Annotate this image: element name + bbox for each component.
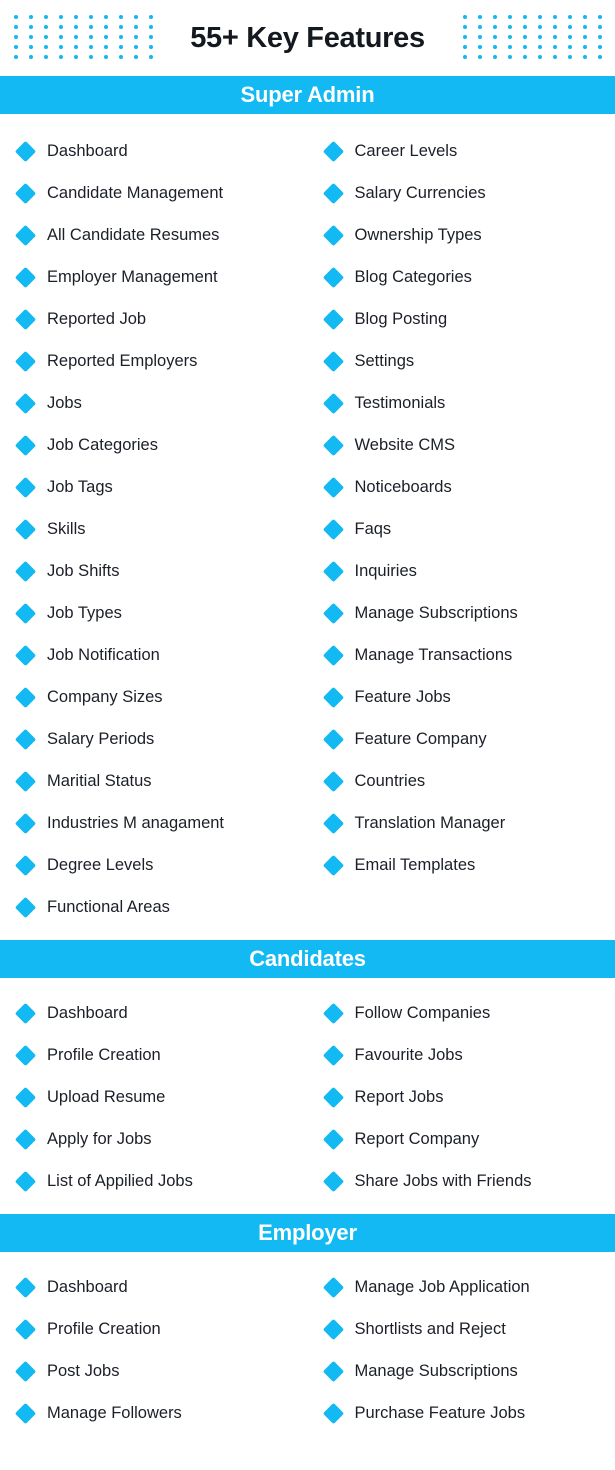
section-title: Employer xyxy=(258,1220,357,1245)
diamond-bullet-icon xyxy=(15,1360,36,1381)
list-item[interactable] xyxy=(326,298,615,340)
feature-label: Manage Followers xyxy=(47,1403,182,1422)
feature-column-right xyxy=(308,992,615,1202)
diamond-bullet-icon xyxy=(15,266,36,287)
list-item[interactable] xyxy=(18,508,308,550)
page-header xyxy=(0,0,615,76)
diamond-bullet-icon xyxy=(322,140,343,161)
diamond-bullet-icon xyxy=(322,350,343,371)
feature-label: Reported Job xyxy=(47,309,147,328)
feature-label: Company Sizes xyxy=(47,687,163,706)
list-item[interactable] xyxy=(18,802,308,844)
feature-label: Upload Resume xyxy=(47,1087,166,1106)
diamond-bullet-icon xyxy=(15,476,36,497)
feature-label: Settings xyxy=(354,351,415,370)
list-item[interactable] xyxy=(326,1392,615,1434)
diamond-bullet-icon xyxy=(15,1170,36,1191)
list-item[interactable] xyxy=(326,550,615,592)
feature-label: Blog Categories xyxy=(354,267,472,286)
list-item[interactable] xyxy=(18,424,308,466)
diamond-bullet-icon xyxy=(322,728,343,749)
list-item[interactable] xyxy=(18,1308,308,1350)
feature-label: Manage Job Application xyxy=(354,1277,530,1296)
list-item[interactable] xyxy=(18,844,308,886)
feature-list-candidates xyxy=(0,978,615,1214)
list-item[interactable] xyxy=(326,802,615,844)
feature-label: Feature Company xyxy=(354,729,487,748)
list-item[interactable] xyxy=(326,340,615,382)
feature-column-left xyxy=(0,992,308,1202)
feature-label: Shortlists and Reject xyxy=(354,1319,506,1338)
list-item[interactable] xyxy=(18,256,308,298)
list-item[interactable] xyxy=(326,1350,615,1392)
feature-label: Email Templates xyxy=(354,855,476,874)
list-item[interactable] xyxy=(18,592,308,634)
diamond-bullet-icon xyxy=(15,434,36,455)
feature-label: Purchase Feature Jobs xyxy=(354,1403,526,1422)
feature-label: Profile Creation xyxy=(47,1045,161,1064)
feature-label: All Candidate Resumes xyxy=(47,225,220,244)
feature-label: Reported Employers xyxy=(47,351,198,370)
feature-column-right xyxy=(308,130,615,928)
diamond-bullet-icon xyxy=(322,434,343,455)
diamond-bullet-icon xyxy=(322,1086,343,1107)
diamond-bullet-icon xyxy=(322,392,343,413)
feature-label: Noticeboards xyxy=(354,477,452,496)
list-item[interactable] xyxy=(18,1076,308,1118)
diamond-bullet-icon xyxy=(322,644,343,665)
diamond-bullet-icon xyxy=(322,602,343,623)
list-item[interactable] xyxy=(18,886,308,928)
feature-label: Follow Companies xyxy=(354,1003,491,1022)
list-item[interactable] xyxy=(18,1266,308,1308)
feature-label: Countries xyxy=(354,771,426,790)
diamond-bullet-icon xyxy=(15,350,36,371)
diamond-bullet-icon xyxy=(322,1002,343,1023)
list-item[interactable] xyxy=(18,634,308,676)
list-item[interactable] xyxy=(326,634,615,676)
feature-label: Profile Creation xyxy=(47,1319,161,1338)
feature-label: Industries M anagament xyxy=(47,813,225,832)
feature-label: Job Notification xyxy=(47,645,160,664)
feature-label: Website CMS xyxy=(354,435,456,454)
list-item[interactable] xyxy=(326,676,615,718)
diamond-bullet-icon xyxy=(15,392,36,413)
list-item[interactable] xyxy=(326,172,615,214)
feature-label: Job Tags xyxy=(47,477,113,496)
diamond-bullet-icon xyxy=(15,308,36,329)
diamond-bullet-icon xyxy=(15,560,36,581)
feature-label: Manage Subscriptions xyxy=(354,1361,518,1380)
diamond-bullet-icon xyxy=(322,686,343,707)
diamond-bullet-icon xyxy=(322,770,343,791)
list-item[interactable] xyxy=(18,382,308,424)
list-item[interactable] xyxy=(326,1118,615,1160)
list-item[interactable] xyxy=(18,718,308,760)
diamond-bullet-icon xyxy=(15,644,36,665)
feature-list-employer xyxy=(0,1252,615,1446)
dot-grid-decoration-left xyxy=(8,12,158,62)
feature-label: Functional Areas xyxy=(47,897,170,916)
list-item[interactable] xyxy=(18,550,308,592)
feature-column-right xyxy=(308,1266,615,1434)
list-item[interactable] xyxy=(326,214,615,256)
diamond-bullet-icon xyxy=(15,1402,36,1423)
diamond-bullet-icon xyxy=(15,1044,36,1065)
diamond-bullet-icon xyxy=(322,854,343,875)
diamond-bullet-icon xyxy=(15,182,36,203)
diamond-bullet-icon xyxy=(15,518,36,539)
list-item[interactable] xyxy=(18,340,308,382)
list-item[interactable] xyxy=(18,676,308,718)
list-item[interactable] xyxy=(18,298,308,340)
page-title: 55+ Key Features xyxy=(190,21,425,54)
feature-label: Blog Posting xyxy=(354,309,448,328)
list-item[interactable] xyxy=(326,718,615,760)
list-item[interactable] xyxy=(18,760,308,802)
list-item[interactable] xyxy=(18,214,308,256)
feature-label: Share Jobs with Friends xyxy=(354,1171,532,1190)
feature-label: Salary Currencies xyxy=(354,183,486,202)
list-item[interactable] xyxy=(326,1076,615,1118)
feature-label: Salary Periods xyxy=(47,729,155,748)
diamond-bullet-icon xyxy=(15,224,36,245)
list-item[interactable] xyxy=(326,1266,615,1308)
diamond-bullet-icon xyxy=(322,1402,343,1423)
feature-label: Degree Levels xyxy=(47,855,154,874)
section-candidates xyxy=(0,940,615,1214)
feature-label: Feature Jobs xyxy=(354,687,451,706)
list-item[interactable] xyxy=(326,1160,615,1202)
feature-label: Job Shifts xyxy=(47,561,120,580)
diamond-bullet-icon xyxy=(322,266,343,287)
list-item[interactable] xyxy=(18,1160,308,1202)
diamond-bullet-icon xyxy=(322,1170,343,1191)
feature-label: Favourite Jobs xyxy=(354,1045,463,1064)
section-employer xyxy=(0,1214,615,1446)
feature-label: Skills xyxy=(47,519,86,538)
feature-label: Inquiries xyxy=(354,561,417,580)
feature-label: Ownership Types xyxy=(354,225,482,244)
feature-label: Apply for Jobs xyxy=(47,1129,152,1148)
diamond-bullet-icon xyxy=(322,518,343,539)
diamond-bullet-icon xyxy=(322,1360,343,1381)
diamond-bullet-icon xyxy=(15,1002,36,1023)
diamond-bullet-icon xyxy=(15,728,36,749)
section-header-candidates xyxy=(0,940,615,978)
diamond-bullet-icon xyxy=(15,770,36,791)
list-item[interactable] xyxy=(326,382,615,424)
feature-label: Career Levels xyxy=(354,141,458,160)
diamond-bullet-icon xyxy=(322,1128,343,1149)
diamond-bullet-icon xyxy=(322,182,343,203)
feature-label: Maritial Status xyxy=(47,771,152,790)
section-title: Candidates xyxy=(249,946,366,971)
feature-label: Translation Manager xyxy=(354,813,506,832)
diamond-bullet-icon xyxy=(15,686,36,707)
feature-label: List of Appilied Jobs xyxy=(47,1171,193,1190)
list-item[interactable] xyxy=(326,1308,615,1350)
feature-label: Report Company xyxy=(354,1129,480,1148)
feature-label: Dashboard xyxy=(47,1003,128,1022)
dot-grid-decoration-right xyxy=(457,12,607,62)
list-item[interactable] xyxy=(18,466,308,508)
diamond-bullet-icon xyxy=(322,476,343,497)
list-item[interactable] xyxy=(326,592,615,634)
feature-label: Dashboard xyxy=(47,1277,128,1296)
diamond-bullet-icon xyxy=(15,1128,36,1149)
list-item[interactable] xyxy=(326,992,615,1034)
feature-label: Manage Subscriptions xyxy=(354,603,518,622)
diamond-bullet-icon xyxy=(15,1318,36,1339)
feature-label: Manage Transactions xyxy=(354,645,513,664)
feature-label: Post Jobs xyxy=(47,1361,120,1380)
feature-label: Report Jobs xyxy=(354,1087,444,1106)
feature-label: Job Types xyxy=(47,603,122,622)
diamond-bullet-icon xyxy=(15,1276,36,1297)
section-header-employer xyxy=(0,1214,615,1252)
section-super-admin xyxy=(0,76,615,940)
diamond-bullet-icon xyxy=(322,224,343,245)
feature-column-left xyxy=(0,130,308,928)
list-item[interactable] xyxy=(18,172,308,214)
diamond-bullet-icon xyxy=(322,1276,343,1297)
diamond-bullet-icon xyxy=(322,560,343,581)
list-item[interactable] xyxy=(18,130,308,172)
list-item[interactable] xyxy=(18,1392,308,1434)
diamond-bullet-icon xyxy=(15,854,36,875)
list-item[interactable] xyxy=(326,1034,615,1076)
diamond-bullet-icon xyxy=(15,896,36,917)
feature-column-left xyxy=(0,1266,308,1434)
list-item[interactable] xyxy=(326,130,615,172)
feature-label: Job Categories xyxy=(47,435,158,454)
section-title: Super Admin xyxy=(240,82,375,107)
feature-label: Testimonials xyxy=(354,393,446,412)
feature-list-super-admin xyxy=(0,114,615,940)
list-item[interactable] xyxy=(326,256,615,298)
feature-label: Jobs xyxy=(47,393,82,412)
feature-label: Candidate Management xyxy=(47,183,224,202)
diamond-bullet-icon xyxy=(322,812,343,833)
diamond-bullet-icon xyxy=(322,308,343,329)
list-item[interactable] xyxy=(326,508,615,550)
feature-label: Faqs xyxy=(354,519,392,538)
diamond-bullet-icon xyxy=(322,1318,343,1339)
list-item[interactable] xyxy=(18,1034,308,1076)
diamond-bullet-icon xyxy=(15,812,36,833)
list-item[interactable] xyxy=(18,1350,308,1392)
diamond-bullet-icon xyxy=(322,1044,343,1065)
list-item[interactable] xyxy=(326,424,615,466)
section-header-super-admin xyxy=(0,76,615,114)
list-item[interactable] xyxy=(326,844,615,886)
list-item[interactable] xyxy=(326,466,615,508)
diamond-bullet-icon xyxy=(15,602,36,623)
feature-label: Employer Management xyxy=(47,267,218,286)
list-item[interactable] xyxy=(18,992,308,1034)
list-item[interactable] xyxy=(326,760,615,802)
diamond-bullet-icon xyxy=(15,1086,36,1107)
feature-label: Dashboard xyxy=(47,141,128,160)
list-item[interactable] xyxy=(18,1118,308,1160)
diamond-bullet-icon xyxy=(15,140,36,161)
